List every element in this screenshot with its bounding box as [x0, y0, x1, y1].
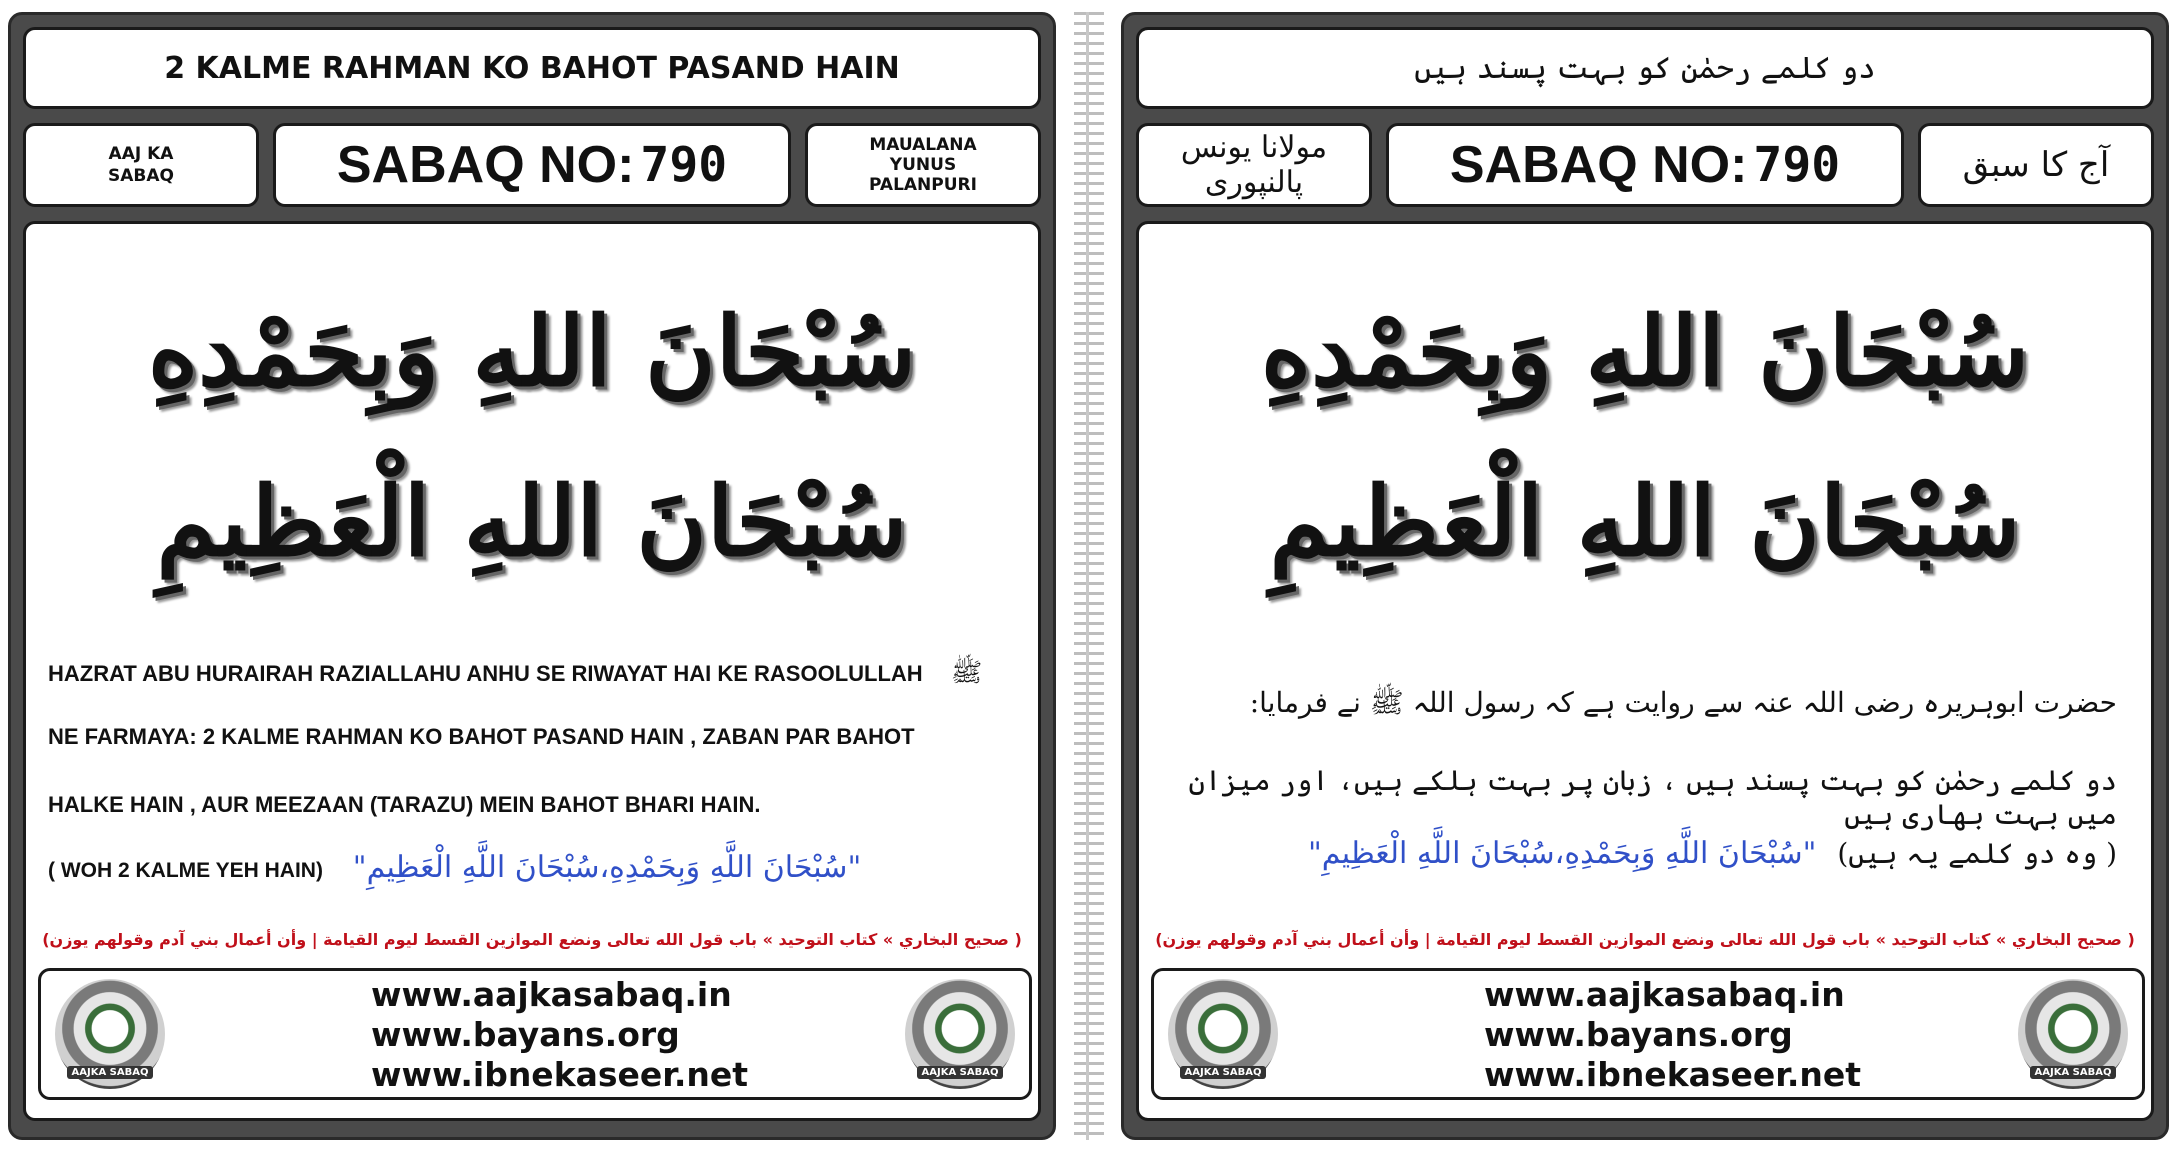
aaj-ka-line2: SABAQ	[108, 166, 174, 186]
calligraphy-line2: سُبْحَانَ اللهِ الْعَظِيمِ	[156, 465, 908, 578]
logo-label: AAJKA SABAQ	[67, 1066, 154, 1079]
urdu-hadith-line2: دو کلمے رحمٰن کو بہت پسند ہیں ، زبان پر بہت ہلکے ہیں، اور میزان میں بہت بھاری ہیں	[1188, 764, 2117, 831]
honorific-sign: ﷺ	[950, 658, 983, 688]
hadith-reference: ( صحيح البخاري » كتاب التوحيد » باب قول الله تعالى ونضع الموازين القسط ليوم القيامة | وأن أعمال بني آدم وقولهم يوزن)	[42, 930, 1022, 949]
link-aajkasabaq[interactable]: www.aajkasabaq.in	[1484, 975, 1845, 1014]
left-page	[8, 12, 1056, 1140]
hadith-line4	[48, 850, 1028, 885]
sabaq-label: SABAQ NO:	[336, 136, 635, 194]
page-title: دو کلمے رحمٰن کو بہت پسند ہیں	[1136, 27, 2154, 109]
content-panel	[23, 221, 1041, 1121]
sabaq-number-box	[273, 123, 791, 207]
page-title: 2 KALME RAHMAN KO BAHOT PASAND HAIN	[23, 27, 1041, 109]
sabaq-number: 790	[1753, 137, 1841, 193]
kalimat-text: "سُبْحَانَ اللَّهِ وَبِحَمْدِهِ،سُبْحَانَ اللَّهِ الْعَظِيمِ"	[1308, 836, 1817, 871]
website-links	[371, 975, 748, 1095]
right-page	[1121, 12, 2169, 1140]
aajka-sabaq-logo	[55, 979, 165, 1089]
website-links	[1484, 975, 1861, 1095]
aaj-ka-sabaq-label	[23, 123, 259, 207]
author-line1: MAUALANA	[869, 135, 977, 155]
link-ibnekaseer[interactable]: www.ibnekaseer.net	[1484, 1055, 1862, 1094]
link-ibnekaseer[interactable]: www.ibnekaseer.net	[371, 1055, 749, 1094]
author-box	[805, 123, 1041, 207]
link-aajkasabaq[interactable]: www.aajkasabaq.in	[371, 975, 732, 1014]
aajka-sabaq-logo	[2018, 979, 2128, 1089]
sabaq-number-box	[1386, 123, 1904, 207]
aaj-ka-line1: AAJ KA	[108, 144, 174, 164]
calligraphy-line2: سُبْحَانَ اللهِ الْعَظِيمِ	[1269, 465, 2021, 578]
hadith-line1	[48, 656, 1028, 694]
link-bayans[interactable]: www.bayans.org	[371, 1015, 680, 1054]
logo-label: AAJKA SABAQ	[2030, 1066, 2117, 1079]
hadith-reference: ( صحيح البخاري » كتاب التوحيد » باب قول الله تعالى ونضع الموازين القسط ليوم القيامة | وأن أعمال بني آدم وقولهم يوزن)	[1155, 930, 2135, 949]
author-line3: PALANPURI	[869, 175, 977, 195]
logo-label: AAJKA SABAQ	[1180, 1066, 1267, 1079]
sabaq-number: 790	[640, 137, 728, 193]
footer-links-box	[38, 968, 1032, 1100]
calligraphy-line1: سُبْحَانَ اللهِ وَبِحَمْدِهِ	[147, 295, 917, 408]
author-box: مولانا یونس پالنپوری	[1136, 123, 1372, 207]
link-bayans[interactable]: www.bayans.org	[1484, 1015, 1793, 1054]
urdu-hadith-line1: حضرت ابوہریرہ رضی اللہ عنہ سے روایت ہے کہ رسول اللہ ﷺ نے فرمایا:	[1249, 686, 2117, 719]
aaj-ka-sabaq-label: آج کا سبق	[1918, 123, 2154, 207]
kalimat-intro: ( WOH 2 KALME YEH HAIN)	[48, 859, 323, 882]
hadith-line2: NE FARMAYA: 2 KALME RAHMAN KO BAHOT PASAND HAIN , ZABAN PAR BAHOT	[48, 724, 915, 749]
content-panel	[1136, 221, 2154, 1121]
logo-label: AAJKA SABAQ	[917, 1066, 1004, 1079]
footer-links-box	[1151, 968, 2145, 1100]
calligraphy-line1: سُبْحَانَ اللهِ وَبِحَمْدِهِ	[1260, 295, 2030, 408]
kalimat-intro: ( وہ دو کلمے یہ ہیں)	[1837, 837, 2117, 870]
hadith-line3: HALKE HAIN , AUR MEEZAAN (TARAZU) MEIN BAHOT BHARI HAIN.	[48, 792, 761, 817]
sabaq-label: SABAQ NO:	[1449, 136, 1748, 194]
hadith-line1-text: HAZRAT ABU HURAIRAH RAZIALLAHU ANHU SE RIWAYAT HAI KE RASOOLULLAH	[48, 661, 923, 686]
aajka-sabaq-logo	[905, 979, 1015, 1089]
urdu-hadith-line3	[1157, 836, 2117, 872]
aajka-sabaq-logo	[1168, 979, 1278, 1089]
author-line2: YUNUS	[889, 155, 957, 175]
spiral-binding	[1074, 12, 1104, 1140]
kalimat-text: "سُبْحَانَ اللَّهِ وَبِحَمْدِهِ،سُبْحَانَ اللَّهِ الْعَظِيمِ"	[352, 850, 862, 885]
